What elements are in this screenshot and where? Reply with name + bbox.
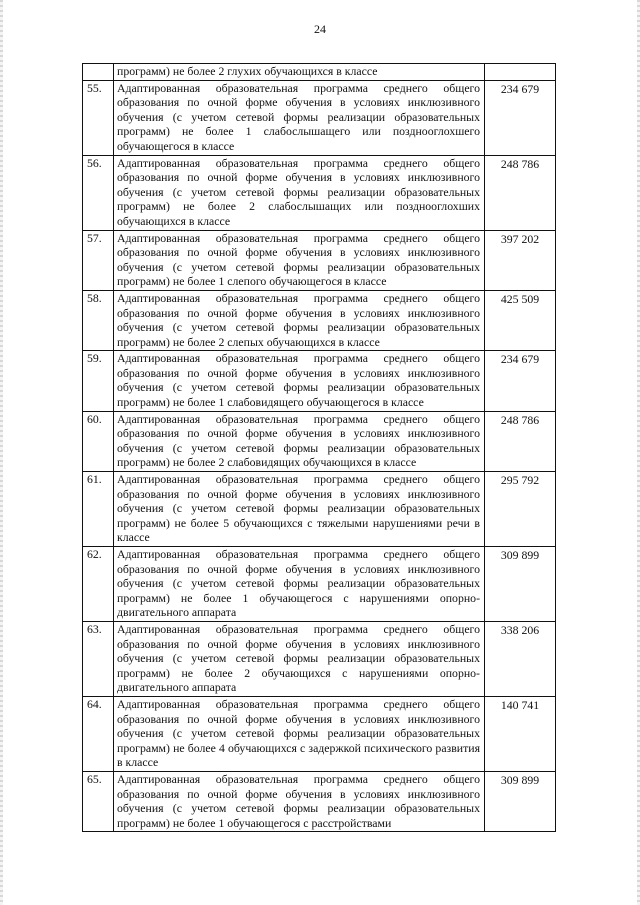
program-description: Адаптированная образовательная программа среднего общего образования по очной форме обучения в условиях инклюзивного обучения (с учетом сетевой формы реализации образовательных программ) не более 1 слабовидящего обучающегося в классе xyxy=(114,351,485,411)
program-description: Адаптированная образовательная программа среднего общего образования по очной форме обучения в условиях инклюзивного обучения (с учетом сетевой формы реализации образовательных программ) не более 2 слабовидящих обучающихся в классе xyxy=(114,411,485,471)
row-number: 57. xyxy=(83,230,114,290)
program-cost-table xyxy=(82,63,556,832)
table-row xyxy=(83,696,556,771)
row-number: 56. xyxy=(83,155,114,230)
continuation-text: программ) не более 2 глухих обучающихся в классе xyxy=(114,64,485,81)
program-description: Адаптированная образовательная программа среднего общего образования по очной форме обучения в условиях инклюзивного обучения (с учетом сетевой формы реализации образовательных программ) не более 2 обучающихся с нарушениями опорно-двигательного аппарата xyxy=(114,621,485,696)
program-cost: 140 741 xyxy=(485,696,556,771)
program-cost: 248 786 xyxy=(485,411,556,471)
program-cost: 295 792 xyxy=(485,472,556,547)
program-cost: 397 202 xyxy=(485,230,556,290)
page-number: 24 xyxy=(314,22,326,36)
program-description: Адаптированная образовательная программа среднего общего образования по очной форме обучения в условиях инклюзивного обучения (с учетом сетевой формы реализации образовательных программ) не более 1 обучающегося с нарушениями опорно-двигательного аппарата xyxy=(114,547,485,622)
program-cost: 309 899 xyxy=(485,771,556,831)
program-description: Адаптированная образовательная программа среднего общего образования по очной форме обучения в условиях инклюзивного обучения (с учетом сетевой формы реализации образовательных программ) не более 4 обучающихся с задержкой психического развития в классе xyxy=(114,696,485,771)
table-row xyxy=(83,621,556,696)
scan-edge-left xyxy=(0,0,3,905)
program-description: Адаптированная образовательная программа среднего общего образования по очной форме обучения в условиях инклюзивного обучения (с учетом сетевой формы реализации образовательных программ) не более 1 обучающегося с расстройствами xyxy=(114,771,485,831)
program-cost: 234 679 xyxy=(485,80,556,155)
row-number: 59. xyxy=(83,351,114,411)
row-number: 61. xyxy=(83,472,114,547)
program-description: Адаптированная образовательная программа среднего общего образования по очной форме обучения в условиях инклюзивного обучения (с учетом сетевой формы реализации образовательных программ) не более 2 слепых обучающихся в классе xyxy=(114,290,485,350)
program-cost: 338 206 xyxy=(485,621,556,696)
row-number: 62. xyxy=(83,547,114,622)
program-cost: 234 679 xyxy=(485,351,556,411)
table-row xyxy=(83,155,556,230)
table-row xyxy=(83,351,556,411)
table-row xyxy=(83,290,556,350)
table-row xyxy=(83,472,556,547)
row-number: 58. xyxy=(83,290,114,350)
table-row xyxy=(83,80,556,155)
row-number: 64. xyxy=(83,696,114,771)
table-row-continuation xyxy=(83,64,556,81)
row-number: 55. xyxy=(83,80,114,155)
program-cost: 309 899 xyxy=(485,547,556,622)
row-number-cell xyxy=(83,64,114,81)
table-row xyxy=(83,547,556,622)
row-number: 60. xyxy=(83,411,114,471)
program-cost: 425 509 xyxy=(485,290,556,350)
program-description: Адаптированная образовательная программа среднего общего образования по очной форме обучения в условиях инклюзивного обучения (с учетом сетевой формы реализации образовательных программ) не более 5 обучающихся с тяжелыми нарушениями речи в классе xyxy=(114,472,485,547)
row-number: 65. xyxy=(83,771,114,831)
row-number: 63. xyxy=(83,621,114,696)
table-row xyxy=(83,771,556,831)
program-description: Адаптированная образовательная программа среднего общего образования по очной форме обучения в условиях инклюзивного обучения (с учетом сетевой формы реализации образовательных программ) не более 1 слабослышащего или позднооглохшего обучающегося в классе xyxy=(114,80,485,155)
row-value-cell xyxy=(485,64,556,81)
table-row xyxy=(83,411,556,471)
program-description: Адаптированная образовательная программа среднего общего образования по очной форме обучения в условиях инклюзивного обучения (с учетом сетевой формы реализации образовательных программ) не более 1 слепого обучающегося в классе xyxy=(114,230,485,290)
table-row xyxy=(83,230,556,290)
program-description: Адаптированная образовательная программа среднего общего образования по очной форме обучения в условиях инклюзивного обучения (с учетом сетевой формы реализации образовательных программ) не более 2 слабослышащих или позднооглохших обучающихся в классе xyxy=(114,155,485,230)
program-cost: 248 786 xyxy=(485,155,556,230)
